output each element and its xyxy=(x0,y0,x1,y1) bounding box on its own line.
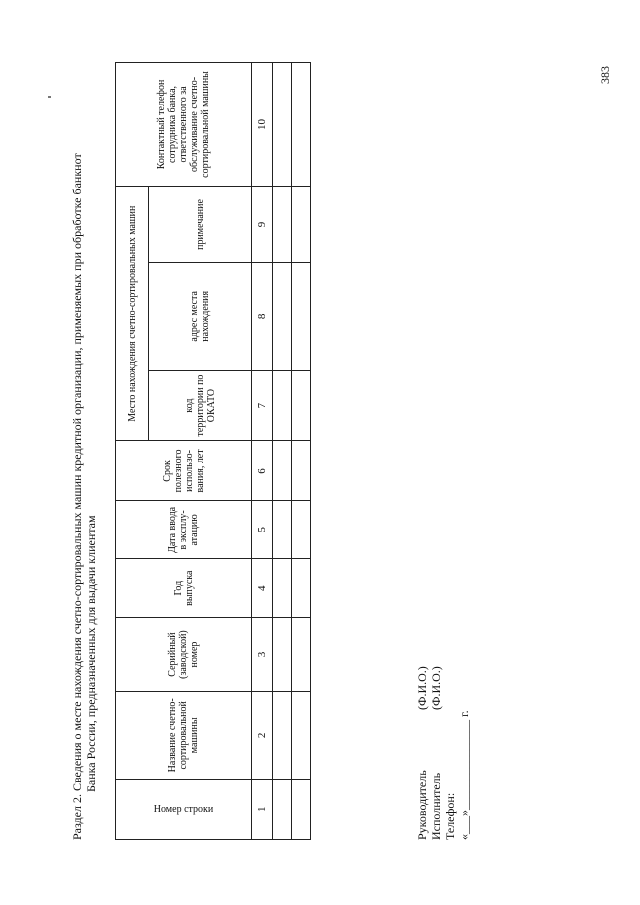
header-serial: Серийный (заводской) номер xyxy=(116,617,252,691)
col-num: 7 xyxy=(252,370,273,441)
header-address: адрес места нахождения xyxy=(149,263,252,371)
col-num: 4 xyxy=(252,559,273,618)
header-row-number: Номер строки xyxy=(116,779,252,839)
col-num: 1 xyxy=(252,779,273,839)
head-fio: (Ф.И.О.) xyxy=(415,666,429,710)
header-term: Срок полезного использо-вания, лет xyxy=(116,441,252,501)
table-row xyxy=(273,63,292,840)
rotated-form xyxy=(70,60,630,840)
executor-label: Исполнитель xyxy=(429,772,443,840)
machines-table xyxy=(115,62,311,840)
title-line-2: Банка России, предназначенных для выдачи клиентам xyxy=(84,515,98,792)
col-num: 10 xyxy=(252,63,273,187)
header-contact: Контактный телефон сотрудника банка, ответственного за обслуживание счетно-сортировальной машины xyxy=(116,63,252,187)
head-label: Руководитель xyxy=(415,770,429,840)
column-number-row xyxy=(252,63,273,840)
header-okato: код территории по ОКАТО xyxy=(149,370,252,441)
col-num: 2 xyxy=(252,692,273,779)
header-name: Название счетно-сортировальной машины xyxy=(116,692,252,779)
executor-fio: (Ф.И.О.) xyxy=(429,666,443,710)
header-note: примечание xyxy=(149,186,252,262)
section-title xyxy=(70,60,98,840)
header-location-group: Место нахождения счетно-сортировальных машин xyxy=(116,186,149,441)
phone-label: Телефон: xyxy=(443,792,457,840)
col-num: 3 xyxy=(252,617,273,691)
col-num: 9 xyxy=(252,186,273,262)
header-date: Дата ввода в эксплу-атацию xyxy=(116,501,252,559)
col-num: 6 xyxy=(252,441,273,501)
title-line-1: Раздел 2. Сведения о месте нахождения счетно-сортировальных машин кредитной организации, применяемых при обработке банкнот xyxy=(70,153,84,840)
page-number: 383 xyxy=(598,66,612,84)
date-line: «___»_______________ г. xyxy=(457,710,471,840)
col-num: 8 xyxy=(252,263,273,371)
scan-speck xyxy=(48,96,51,98)
header-year: Год выпуска xyxy=(116,559,252,618)
table-row xyxy=(292,63,311,840)
col-num: 5 xyxy=(252,501,273,559)
